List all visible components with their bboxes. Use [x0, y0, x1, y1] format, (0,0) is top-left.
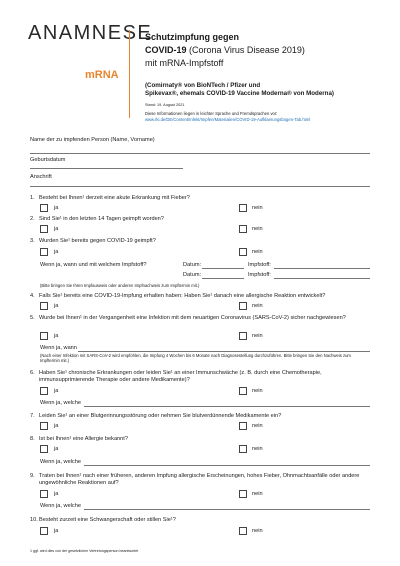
q5-when-label: Wenn ja, wann	[40, 345, 77, 351]
q6-which-label: Wenn ja, welche	[40, 400, 81, 406]
language-info: Diese Informationen liegen in leichter Sprache und Fremdsprachen vor:	[145, 111, 278, 116]
vaccine-type-tag: mRNA	[85, 69, 119, 81]
question-6	[30, 370, 370, 384]
q8-yes-checkbox[interactable]	[40, 445, 48, 453]
question-number: 6.	[30, 370, 35, 376]
question-text: Wurde bei Ihnen¹ in der Vergangenheit eine Infektion mit dem neuartigen Coronavirus (SARS-CoV-2) sicher nachgewiesen?	[39, 315, 346, 321]
q10-no-checkbox[interactable]	[239, 527, 247, 535]
question-number: 8.	[30, 436, 35, 442]
name-field-label: Name der zu impfenden Person (Name, Vorname)	[30, 137, 155, 143]
q2-no-label: nein	[252, 226, 263, 232]
question-number: 1.	[30, 195, 35, 201]
footnote: 1 ggf. wird dies von der gesetzlichen Vertretungsperson beantwortet	[30, 549, 139, 553]
q9-yes-label: ja	[54, 491, 59, 497]
q1-no-label: nein	[252, 205, 263, 211]
q7-yes-checkbox[interactable]	[40, 422, 48, 430]
q9-no-checkbox[interactable]	[239, 490, 247, 498]
q2-yes-label: ja	[54, 226, 59, 232]
vaccine-products-line2: Spikevax®, ehemals COVID-19 Vaccine Moderna® von Moderna)	[145, 90, 334, 97]
question-8	[30, 436, 370, 443]
q3-date2-label: Datum:	[183, 272, 202, 278]
question-number: 2.	[30, 216, 35, 222]
name-field[interactable]	[30, 153, 370, 154]
q4-yes-checkbox[interactable]	[40, 302, 48, 310]
question-number: 4.	[30, 293, 35, 299]
q5-yes-checkbox[interactable]	[40, 332, 48, 340]
q5-no-checkbox[interactable]	[239, 332, 247, 340]
question-5	[30, 315, 370, 322]
q9-yes-checkbox[interactable]	[40, 490, 48, 498]
question-text: Traten bei Ihnen¹ nach einer früheren, anderen Impfung allergische Erscheinungen, hohes Fieber, Ohnmachtsanfälle oder andere ungewöhnliche Reaktionen auf?	[39, 473, 360, 487]
form-title: Schutzimpfung gegen	[145, 32, 239, 42]
question-text: Ist bei Ihnen¹ eine Allergie bekannt?	[39, 436, 128, 442]
q3-yes-checkbox[interactable]	[40, 248, 48, 256]
q1-no-checkbox[interactable]	[239, 204, 247, 212]
q10-yes-label: ja	[54, 528, 59, 534]
q7-no-checkbox[interactable]	[239, 422, 247, 430]
question-number: 5.	[30, 315, 35, 321]
q9-which-label: Wenn ja, welche	[40, 503, 81, 509]
question-text: Besteht zurzeit eine Schwangerschaft oder stillen Sie¹?	[39, 517, 176, 523]
q8-which-label: Wenn ja, welche	[40, 459, 81, 465]
question-7	[30, 413, 370, 420]
question-1	[30, 195, 370, 202]
header-divider	[129, 30, 130, 118]
question-text: Sind Sie¹ in den letzten 14 Tagen geimpft worden?	[39, 216, 164, 222]
q8-which-field[interactable]	[84, 465, 370, 466]
question-number: 3.	[30, 238, 35, 244]
q9-no-label: nein	[252, 491, 263, 497]
q3-vaccine1-label: Impfstoff:	[248, 262, 271, 268]
q6-which-field[interactable]	[84, 406, 370, 407]
birthdate-field-label: Geburtsdatum	[30, 157, 66, 163]
form-title-disease	[145, 45, 305, 55]
question-3	[30, 238, 370, 245]
q3-vaccine2-field[interactable]	[274, 278, 370, 279]
q3-date2-field[interactable]	[202, 278, 244, 279]
question-number: 10.	[30, 517, 38, 523]
question-4	[30, 293, 370, 300]
q5-no-label: nein	[252, 333, 263, 339]
q5-when-field[interactable]	[78, 351, 370, 352]
q3-yes-label: ja	[54, 249, 59, 255]
question-2	[30, 216, 370, 223]
disease-full-name: (Corona Virus Disease 2019)	[186, 45, 305, 55]
disease-name: COVID-19	[145, 45, 187, 55]
q2-no-checkbox[interactable]	[239, 225, 247, 233]
question-number: 9.	[30, 473, 35, 479]
q7-yes-label: ja	[54, 423, 59, 429]
q5-note: (Nach einer Infektion mit SARS-CoV-2 wird empfohlen, die Impfung 4 Wochen bis 6 Monate nach Diagnosestellung durchzuführen. Bitte bringen Sie den Nachweis zum Impftermin mit.)	[40, 353, 351, 364]
vaccine-products	[145, 82, 334, 98]
question-text: Haben Sie¹ chronische Erkrankungen oder leiden Sie¹ an einer Immunschwäche (z. B. durch eine Chemotherapie, immunsupprimierende Therapie oder andere Medikamente)?	[39, 370, 322, 384]
address-field-label: Anschrift	[30, 174, 52, 180]
q3-date1-field[interactable]	[202, 268, 244, 269]
q3-no-checkbox[interactable]	[239, 248, 247, 256]
q4-no-checkbox[interactable]	[239, 302, 247, 310]
q3-when-label: Wenn ja, wann und mit welchem Impfstoff?	[40, 262, 147, 268]
q3-vaccine2-label: Impfstoff:	[248, 272, 271, 278]
vaccine-products-line1: (Comirnaty® von BioNTech / Pfizer und	[145, 82, 261, 89]
q10-no-label: nein	[252, 528, 263, 534]
q3-date1-label: Datum:	[183, 262, 202, 268]
address-field[interactable]	[30, 186, 370, 187]
q6-no-checkbox[interactable]	[239, 387, 247, 395]
question-text: Besteht bei Ihnen¹ derzeit eine akute Erkrankung mit Fieber?	[39, 195, 190, 201]
question-9	[30, 473, 370, 487]
info-link[interactable]: www.rki.de/DE/Content/Infekt/Impfen/Materialien/COVID-19-Aufklaerungsbogen-Tab.html	[145, 117, 311, 122]
question-number: 7.	[30, 413, 35, 419]
question-text: Wurden Sie¹ bereits gegen COVID-19 geimpft?	[39, 238, 156, 244]
q6-no-label: nein	[252, 388, 263, 394]
form-brand: ANAMNESE	[28, 22, 153, 44]
q10-yes-checkbox[interactable]	[40, 527, 48, 535]
q3-note: (Bitte bringen Sie Ihren Impfausweis oder anderen Impfnachweis zum Impftermin mit.)	[40, 283, 200, 288]
question-text: Falls Sie¹ bereits eine COVID-19-Impfung erhalten haben: Haben Sie¹ danach eine allergische Reaktion entwickelt?	[39, 293, 326, 299]
q1-yes-label: ja	[54, 205, 59, 211]
q6-yes-checkbox[interactable]	[40, 387, 48, 395]
q9-which-field[interactable]	[84, 509, 370, 510]
q4-yes-label: ja	[54, 303, 59, 309]
q2-yes-checkbox[interactable]	[40, 225, 48, 233]
q8-no-label: nein	[252, 446, 263, 452]
form-version-date: Stand: 19. August 2021	[145, 103, 185, 107]
q4-no-label: nein	[252, 303, 263, 309]
q5-yes-label: ja	[54, 333, 59, 339]
question-10	[30, 517, 370, 524]
q8-no-checkbox[interactable]	[239, 445, 247, 453]
q7-no-label: nein	[252, 423, 263, 429]
question-text: Leiden Sie¹ an einer Blutgerinnungsstörung oder nehmen Sie blutverdünnende Medikamente ein?	[39, 413, 282, 419]
q6-yes-label: ja	[54, 388, 59, 394]
birthdate-field[interactable]	[30, 168, 183, 169]
form-subtitle: mit mRNA-Impfstoff	[145, 58, 224, 68]
q3-vaccine1-field[interactable]	[274, 268, 370, 269]
q3-no-label: nein	[252, 249, 263, 255]
q1-yes-checkbox[interactable]	[40, 204, 48, 212]
q8-yes-label: ja	[54, 446, 59, 452]
